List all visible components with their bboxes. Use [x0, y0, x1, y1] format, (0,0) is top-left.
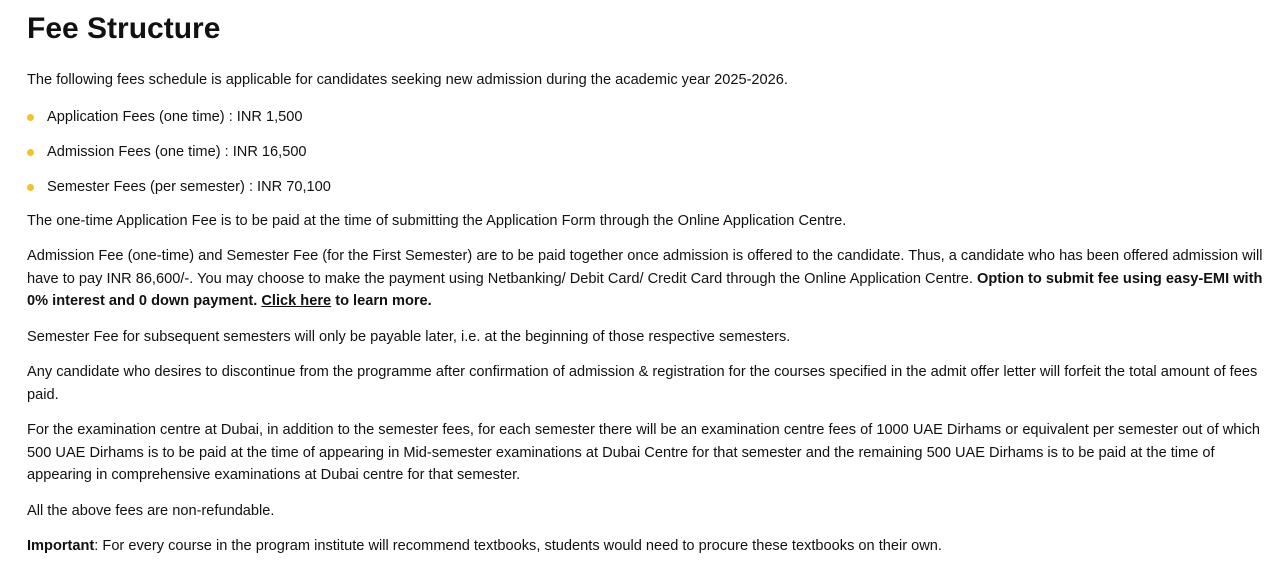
click-here-link[interactable]: Click here: [261, 293, 332, 309]
dubai-centre-note: For the examination centre at Dubai, in addition to the semester fees, for each semester there will be an examination centre fees of 1000 UAE Dirhams or equivalent per semester out of which 500 UAE Dirhams is to be paid at the time of appearing in Mid-semester examinations at Dubai Centre for that semester and the remaining 500 UAE Dirhams is to be paid at the time of appearing in comprehensive examinations at Dubai centre for that semester.: [27, 422, 1261, 483]
bullet-icon: [27, 149, 34, 156]
fee-list: [27, 106, 1266, 198]
fee-item-label: Admission Fees (one time) : INR 16,500: [47, 143, 307, 160]
discontinue-note: Any candidate who desires to discontinue from the programme after confirmation of admission & registration for the courses specified in the admit offer letter will forfeit the total amount of fees paid.: [27, 364, 1258, 403]
subsequent-semesters-note: Semester Fee for subsequent semesters will only be payable later, i.e. at the beginning of those respective semesters.: [27, 328, 791, 345]
fee-item-label: Semester Fees (per semester) : INR 70,100: [47, 178, 331, 195]
important-label: Important: [27, 538, 95, 554]
admission-fee-text: Admission Fee (one-time) and Semester Fee (for the First Semester) are to be paid together once admission is offered to the candidate. Thus, a candidate who has been offered admission will have to pay INR 86,600/-. You may choose to make the payment using Netbanking/ Debit Card/ Credit Card through the Online Application Centre.: [27, 248, 1263, 287]
fee-item-application: [27, 106, 1266, 128]
fee-item-label: Application Fees (one time) : INR 1,500: [47, 108, 303, 125]
page-title: Fee Structure: [27, 12, 221, 45]
bullet-icon: [27, 184, 34, 191]
learn-more-text: to learn more.: [335, 293, 432, 309]
admission-fee-paragraph: [27, 245, 1266, 313]
fee-item-admission: [27, 141, 1266, 163]
fee-item-semester: [27, 176, 1266, 198]
important-note: [27, 535, 1266, 558]
emi-option-text: Option to submit fee using easy-EMI with 0% interest and 0 down payment.: [27, 270, 1263, 309]
bullet-icon: [27, 114, 34, 121]
important-text: : For every course in the program institute will recommend textbooks, students would need to procure these textbooks on their own.: [94, 538, 942, 554]
intro-text: The following fees schedule is applicable for candidates seeking new admission during the academic year 2025-2026.: [27, 72, 788, 88]
application-fee-note: The one-time Application Fee is to be paid at the time of submitting the Application Form through the Online Application Centre.: [27, 212, 847, 229]
non-refundable-note: All the above fees are non-refundable.: [27, 502, 275, 519]
